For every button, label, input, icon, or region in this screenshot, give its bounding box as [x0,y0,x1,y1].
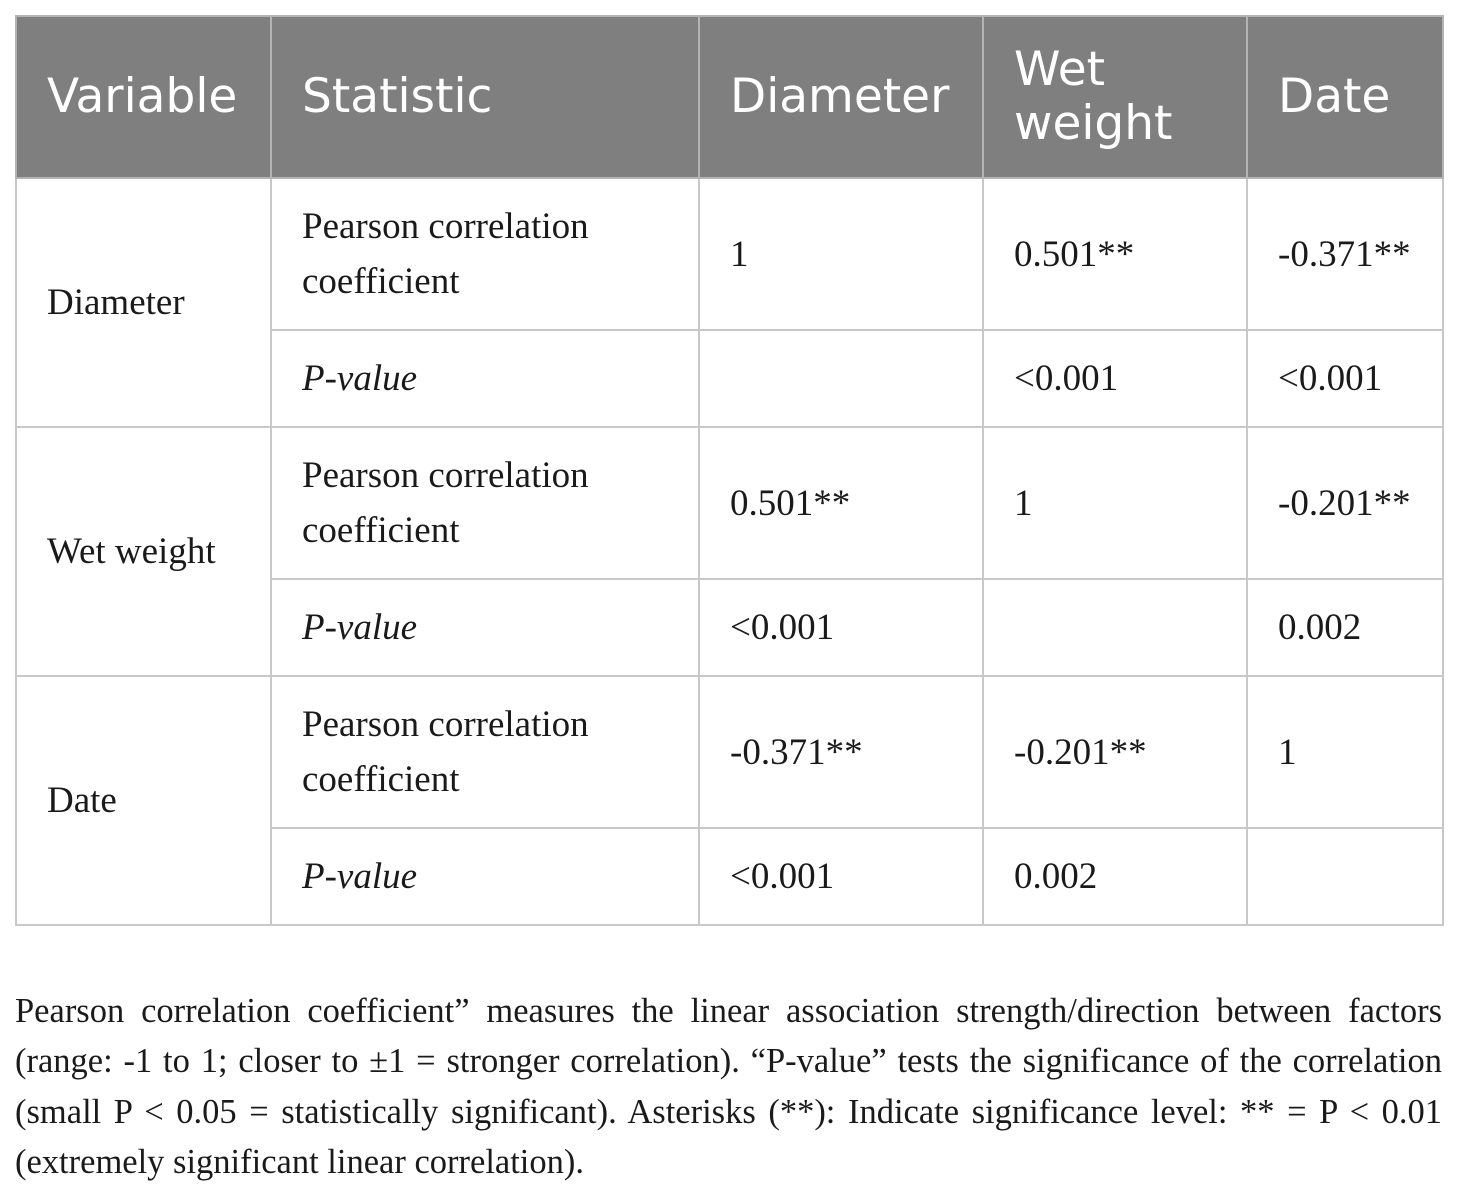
table-caption: Pearson correlation coefficient” measures the linear association strength/direction between factors (range: -1 to 1; closer to ±1 = stronger correlation). “P-value” tests the significance of the correlation (small P < 0.05 = statistically significant). Asterisks (**): Indicate significance level: ** = P < 0.01 (extremely significant linear correlation). [15,991,1442,1181]
value-cell: 0.501** [699,427,983,579]
header-date: Date [1247,16,1443,178]
value-cell: 1 [699,178,983,330]
variable-cell: Date [16,676,271,925]
variable-cell: Diameter [16,178,271,427]
statistic-cell: P-value [271,579,699,676]
table-row [16,676,1443,828]
value-cell: -0.371** [699,676,983,828]
value-cell [1247,828,1443,925]
statistic-cell: Pearson correlation coefficient [271,427,699,579]
value-cell: 0.002 [1247,579,1443,676]
statistic-cell: P-value [271,330,699,427]
value-cell: -0.201** [983,676,1247,828]
value-cell: 1 [1247,676,1443,828]
value-cell: <0.001 [699,828,983,925]
header-variable: Variable [16,16,271,178]
value-cell: 1 [983,427,1247,579]
value-cell [983,579,1247,676]
value-cell: -0.201** [1247,427,1443,579]
header-statistic: Statistic [271,16,699,178]
variable-cell: Wet weight [16,427,271,676]
value-cell: <0.001 [1247,330,1443,427]
header-diameter: Diameter [699,16,983,178]
table-header-row [16,16,1443,178]
value-cell: 0.002 [983,828,1247,925]
value-cell: <0.001 [699,579,983,676]
value-cell: 0.501** [983,178,1247,330]
correlation-table [15,15,1444,926]
value-cell [699,330,983,427]
table-row [16,178,1443,330]
correlation-table-container [15,15,1442,926]
value-cell: <0.001 [983,330,1247,427]
statistic-cell: Pearson correlation coefficient [271,676,699,828]
statistic-cell: Pearson correlation coefficient [271,178,699,330]
value-cell: -0.371** [1247,178,1443,330]
table-row [16,427,1443,579]
statistic-cell: P-value [271,828,699,925]
header-wet-weight: Wet weight [983,16,1247,178]
